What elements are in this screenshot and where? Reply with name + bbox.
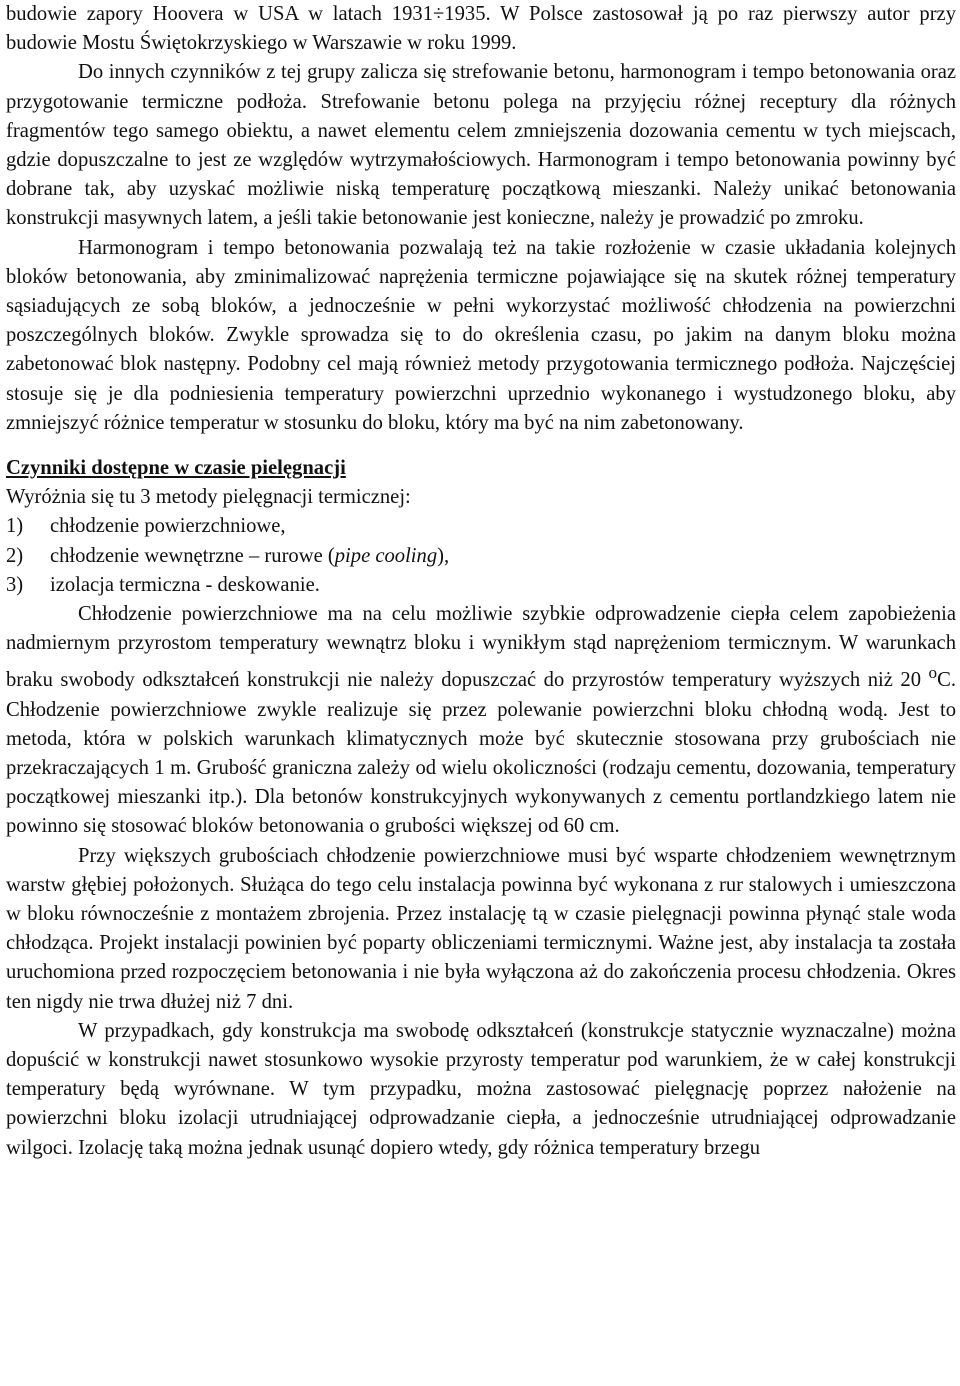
paragraph-zoning-schedule: Do innych czynników z tej grupy zalicza się strefowanie betonu, harmonogram i tempo betonowania oraz przygotowanie termiczne podłoża. Strefowanie betonu polega na przyjęciu różnej receptury dla różnych fragmentów tego samego obiektu, a nawet elementu celem zmniejszenia dozowania cementu w tych miejscach, gdzie dopuszczalne to jest ze względów wytrzymałościowych. Harmonogram i tempo betonowania powinny być dobrane tak, aby uzyskać możliwie niską temperaturę początkową mieszanki. Należy unikać betonowania konstrukcji masywnych latem, a jeśli takie betonowanie jest konieczne, należy je prowadzić po zmroku. [6, 61, 956, 230]
degree-superscript: o [928, 663, 938, 683]
list-item [6, 571, 956, 600]
section-heading: Czynniki dostępne w czasie pielęgnacji [6, 457, 346, 480]
list-item-text: chłodzenie powierzchniowe, [50, 515, 286, 538]
list-item-text-tail: ), [437, 544, 450, 567]
paragraph-block-schedule: Harmonogram i tempo betonowania pozwalają też na takie rozłożenie w czasie układania kolejnych bloków betonowania, aby zminimalizować naprężenia termiczne pojawiające się na skutek różnej temperatury sąsiadujących ze sobą bloków, a jednocześnie w pełni wykorzystać możliwość chłodzenia na powierzchni poszczególnych bloków. Zwykle sprowadza się to do określenia czasu, po jakim na danym bloku można zabetonować blok następny. Podobny cel mają również metody przygotowania termicznego podłoża. Najczęściej stosuje się je dla podniesienia temperatury powierzchni uprzednio wykonanego i wystudzonego bloku, aby zmniejszyć różnice temperatur w stosunku do bloku, który ma być na nim zabetonowany. [6, 236, 956, 434]
paragraph-surface-cooling [6, 600, 956, 841]
document-page [6, 0, 956, 1163]
list-item-number: 2) [6, 544, 24, 567]
list-item [6, 542, 956, 571]
paragraph-hoover-dam: budowie zapory Hoovera w USA w latach 1931÷1935. W Polsce zastosował ją po raz pierwszy autor przy budowie Mostu Świętokrzyskiego w Warszawie w roku 1999. [6, 3, 956, 55]
methods-list [6, 512, 956, 600]
list-item-number: 3) [6, 573, 24, 596]
methods-intro: Wyróżnia się tu 3 metody pielęgnacji termicznej: [6, 486, 411, 509]
paragraph-pipe-cooling: Przy większych grubościach chłodzenie powierzchniowe musi być wsparte chłodzeniem wewnętrznym warstw głębiej położonych. Służąca do tego celu instalacja powinna być wykonana z rur stalowych i umieszczona w bloku równocześnie z montażem zbrojenia. Przez instalację tą w czasie pielęgnacji powinna płynąć stale woda chłodząca. Projekt instalacji powinien być poparty obliczeniami termicznymi. Ważne jest, aby instalacja ta została uruchomiona przed rozpoczęciem betonowania i nie była wyłączona aż do zakończenia procesu chłodzenia. Okres ten nigdy nie trwa dłużej niż 7 dni. [6, 844, 956, 1013]
list-item-italic-term: pipe cooling [334, 544, 438, 567]
list-item-number: 1) [6, 515, 24, 538]
list-item [6, 512, 956, 541]
list-item-text: chłodzenie wewnętrzne – rurowe ( [50, 544, 335, 567]
paragraph-insulation: W przypadkach, gdy konstrukcja ma swobodę odkształceń (konstrukcje statycznie wyznaczalne) można dopuścić w konstrukcji nawet stosunkowo wysokie przyrosty temperatur pod warunkiem, że w całej konstrukcji temperatury będą wyrównane. W tym przypadku, można zastosować pielęgnację poprzez nałożenie na powierzchni bloku izolacji utrudniającej odprowadzanie ciepła, a jednocześnie utrudniającej odprowadzanie wilgoci. Izolację taką można jednak usunąć dopiero wtedy, gdy różnica temperatury brzegu [6, 1019, 956, 1159]
surface-cooling-text-a: Chłodzenie powierzchniowe ma na celu możliwie szybkie odprowadzenie ciepła celem zapobieżenia nadmiernym przyrostom temperatury wewnątrz bloku i wynikłym stąd naprężeniom termicznym. W warunkach braku swobody odkształceń konstrukcji nie należy dopuszczać do przyrostów temperatury wyższych niż 20 [6, 603, 956, 692]
surface-cooling-text-b: C. Chłodzenie powierzchniowe zwykle realizuje się przez polewanie powierzchni bloku chłodną wodą. Jest to metoda, która w polskich warunkach klimatycznych może być skutecznie stosowana przy grubościach nie przekraczających 1 m. Grubość graniczna zależy od wielu okoliczności (rodzaju cementu, dozowania, temperatury początkowej mieszanki itp.). Dla betonów konstrukcyjnych wykonywanych z cementu portlandzkiego latem nie powinno się stosować bloków betonowania o grubości większej od 60 cm. [6, 669, 956, 838]
list-item-text: izolacja termiczna - deskowanie. [50, 573, 320, 596]
